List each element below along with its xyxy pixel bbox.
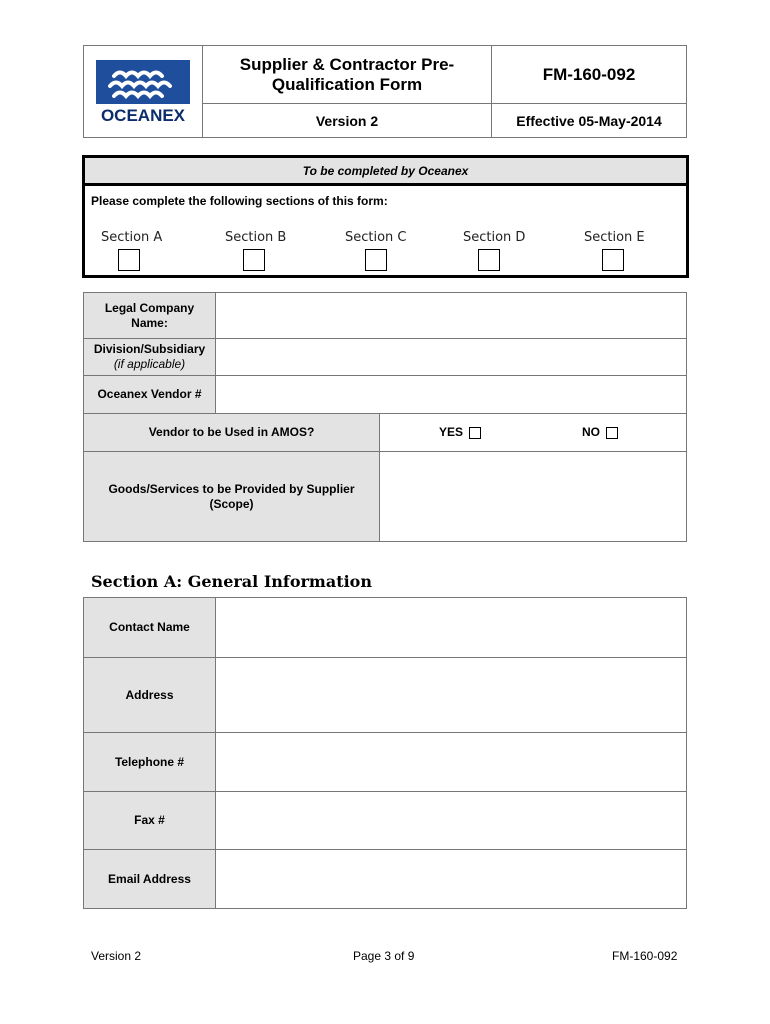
amos-yes-option[interactable]: YES — [439, 425, 481, 439]
vendor-label: Oceanex Vendor # — [83, 375, 216, 414]
fax-label: Fax # — [83, 791, 216, 850]
form-title: Supplier & Contractor Pre-Qualification Form — [202, 45, 492, 104]
footer-form-number: FM-160-092 — [612, 949, 678, 963]
form-number: FM-160-092 — [491, 45, 687, 104]
logo-text: OCEANEX — [100, 106, 186, 125]
section-c-label: Section C — [345, 230, 407, 245]
section-e-checkbox[interactable] — [602, 249, 624, 271]
section-a-label: Section A — [101, 230, 163, 245]
yes-checkbox[interactable] — [469, 427, 481, 439]
oceanex-logo — [96, 60, 190, 104]
telephone-field[interactable] — [215, 732, 687, 792]
version-cell: Version 2 — [202, 103, 492, 138]
footer-version: Version 2 — [91, 949, 142, 963]
contact-name-label: Contact Name — [83, 597, 216, 658]
section-a-checkbox[interactable] — [118, 249, 140, 271]
no-checkbox[interactable] — [606, 427, 618, 439]
footer-page-number: Page 3 of 9 — [353, 949, 415, 963]
oceanex-instruction: Please complete the following sections of this form: — [91, 194, 388, 208]
amos-no-option[interactable]: NO — [582, 425, 618, 439]
contact-name-field[interactable] — [215, 597, 687, 658]
address-field[interactable] — [215, 657, 687, 733]
header-logo-cell — [83, 45, 203, 138]
amos-label: Vendor to be Used in AMOS? — [83, 413, 380, 452]
section-d-checkbox[interactable] — [478, 249, 500, 271]
email-field[interactable] — [215, 849, 687, 909]
legal-name-field[interactable] — [215, 292, 687, 339]
scope-label: Goods/Services to be Provided by Supplier (Scope) — [83, 451, 380, 542]
email-label: Email Address — [83, 849, 216, 909]
section-b-checkbox[interactable] — [243, 249, 265, 271]
effective-date: Effective 05-May-2014 — [491, 103, 687, 138]
fax-field[interactable] — [215, 791, 687, 850]
section-c-checkbox[interactable] — [365, 249, 387, 271]
waves-icon — [96, 60, 190, 104]
scope-field[interactable] — [379, 451, 687, 542]
vendor-field[interactable] — [215, 375, 687, 414]
division-label: Division/Subsidiary (if applicable) — [83, 338, 216, 376]
section-a-heading: Section A: General Information — [91, 572, 372, 591]
telephone-label: Telephone # — [83, 732, 216, 792]
section-e-label: Section E — [584, 230, 645, 245]
oceanex-banner: To be completed by Oceanex — [85, 158, 686, 186]
address-label: Address — [83, 657, 216, 733]
section-d-label: Section D — [463, 230, 526, 245]
division-note: (if applicable) — [113, 357, 186, 371]
amos-options — [379, 413, 687, 452]
legal-name-label: Legal Company Name: — [83, 292, 216, 339]
division-field[interactable] — [215, 338, 687, 376]
section-b-label: Section B — [225, 230, 287, 245]
